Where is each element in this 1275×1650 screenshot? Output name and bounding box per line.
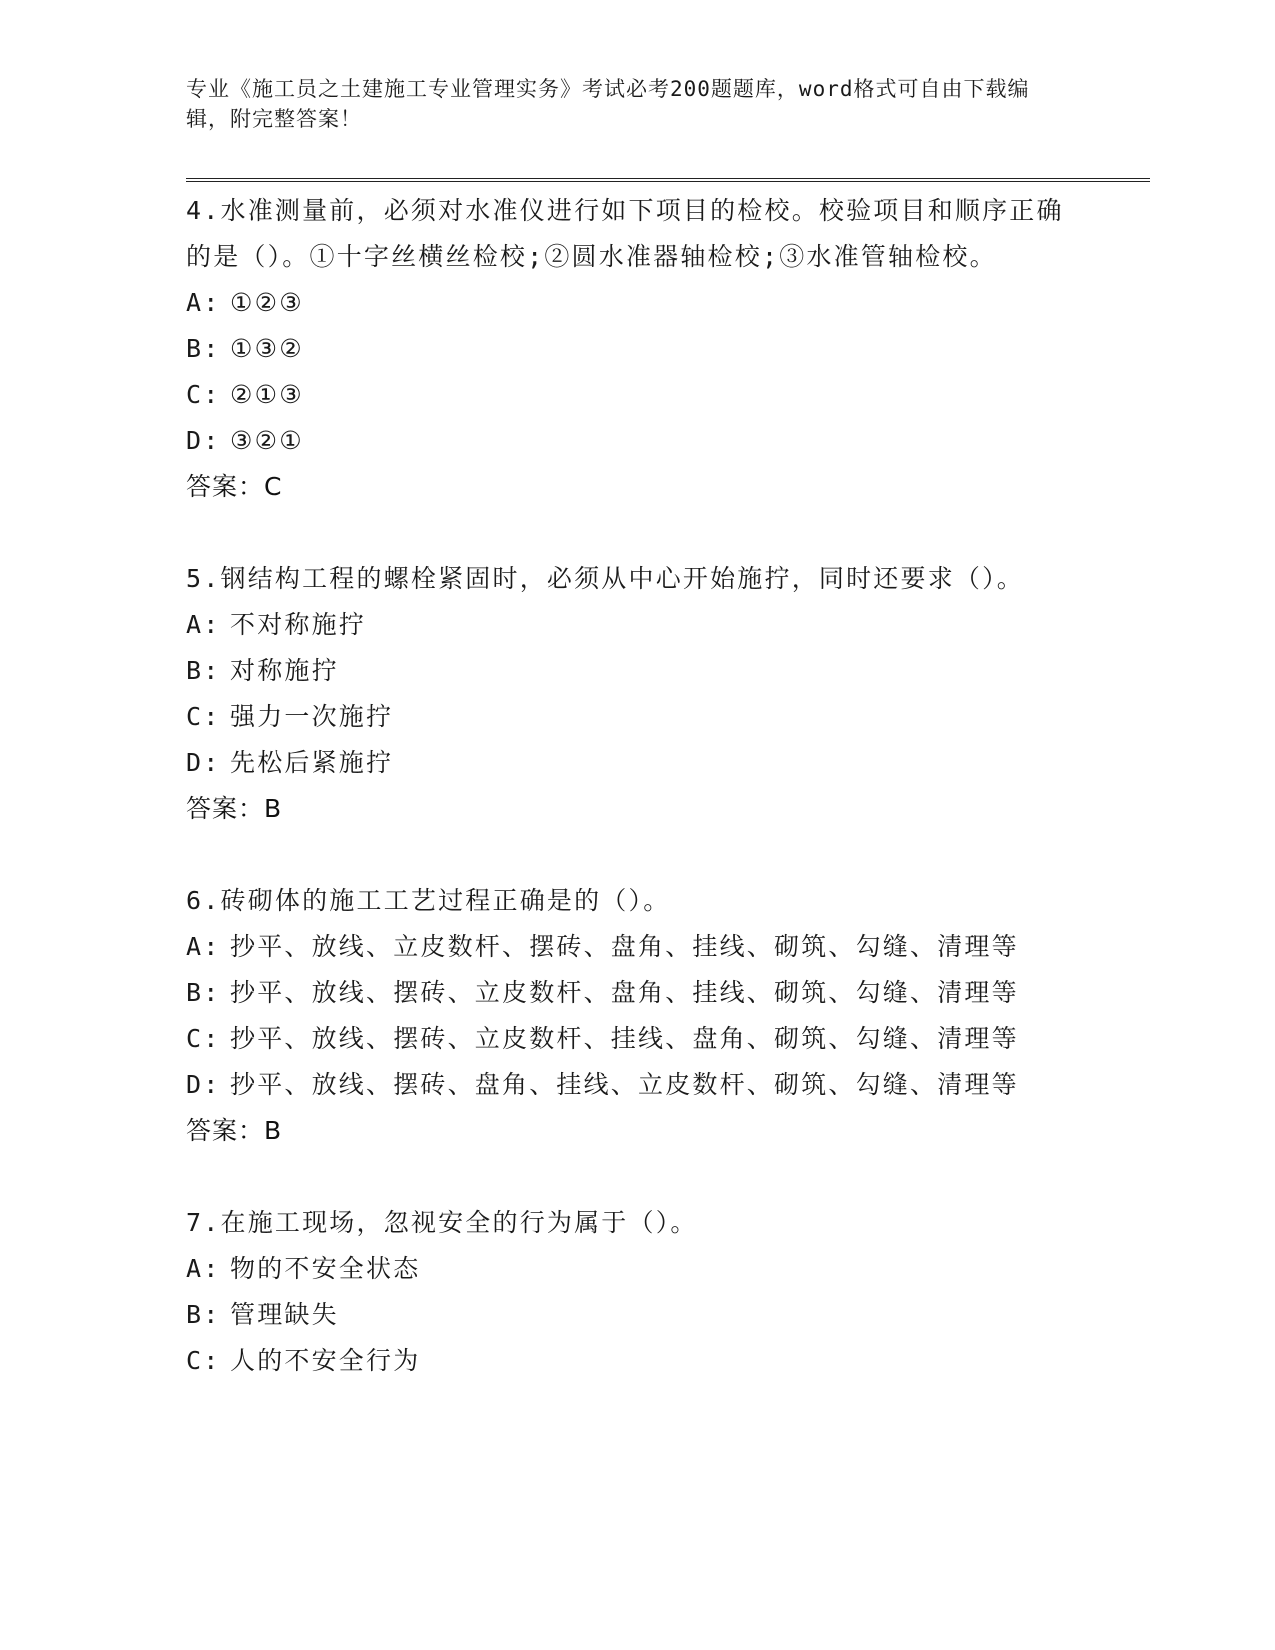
option-b xyxy=(186,326,1086,372)
option-text: 人的不安全行为 xyxy=(230,1346,421,1375)
question-7 xyxy=(186,1200,1086,1384)
option-label: D: xyxy=(186,426,221,455)
option-b xyxy=(186,1292,1086,1338)
option-d xyxy=(186,1062,1086,1108)
option-label: C: xyxy=(186,702,221,731)
option-a xyxy=(186,1246,1086,1292)
option-c xyxy=(186,694,1086,740)
option-a xyxy=(186,280,1086,326)
question-5 xyxy=(186,556,1086,832)
option-label: B: xyxy=(186,978,221,1007)
option-text: ②①③ xyxy=(230,380,304,409)
option-d xyxy=(186,740,1086,786)
option-label: A: xyxy=(186,932,221,961)
option-text: ①③② xyxy=(230,334,304,363)
question-stem: 5.钢结构工程的螺栓紧固时，必须从中心开始施拧，同时还要求（）。 xyxy=(186,564,1025,593)
option-label: D: xyxy=(186,748,221,777)
option-a xyxy=(186,602,1086,648)
header-divider xyxy=(186,178,1150,182)
option-label: C: xyxy=(186,380,221,409)
option-d xyxy=(186,418,1086,464)
option-text: 抄平、放线、摆砖、盘角、挂线、立皮数杆、砌筑、勾缝、清理等 xyxy=(230,1070,1019,1099)
option-text: 抄平、放线、立皮数杆、摆砖、盘角、挂线、砌筑、勾缝、清理等 xyxy=(230,932,1019,961)
question-stem: 4.水准测量前，必须对水准仪进行如下项目的检校。校验项目和顺序正确的是（）。①十字丝横丝检校;②圆水准器轴检校;③水准管轴检校。 xyxy=(186,196,1064,271)
option-text: 强力一次施拧 xyxy=(230,702,394,731)
answer-line: 答案：B xyxy=(186,1116,283,1145)
option-text: 先松后紧施拧 xyxy=(230,748,394,777)
option-b xyxy=(186,648,1086,694)
option-text: 对称施拧 xyxy=(230,656,339,685)
option-label: B: xyxy=(186,1300,221,1329)
option-label: C: xyxy=(186,1024,221,1053)
answer-line: 答案：C xyxy=(186,472,283,501)
option-label: A: xyxy=(186,288,221,317)
question-stem: 7.在施工现场，忽视安全的行为属于（）。 xyxy=(186,1208,698,1237)
question-list xyxy=(186,188,1086,1430)
option-text: 管理缺失 xyxy=(230,1300,339,1329)
option-label: A: xyxy=(186,1254,221,1283)
question-4 xyxy=(186,188,1086,510)
question-6 xyxy=(186,878,1086,1154)
option-c xyxy=(186,1338,1086,1384)
option-label: A: xyxy=(186,610,221,639)
option-b xyxy=(186,970,1086,1016)
option-c xyxy=(186,1016,1086,1062)
option-text: 抄平、放线、摆砖、立皮数杆、盘角、挂线、砌筑、勾缝、清理等 xyxy=(230,978,1019,1007)
option-a xyxy=(186,924,1086,970)
option-c xyxy=(186,372,1086,418)
option-label: B: xyxy=(186,656,221,685)
option-label: D: xyxy=(186,1070,221,1099)
question-stem: 6.砖砌体的施工工艺过程正确是的（）。 xyxy=(186,886,671,915)
option-text: 抄平、放线、摆砖、立皮数杆、挂线、盘角、砌筑、勾缝、清理等 xyxy=(230,1024,1019,1053)
option-text: 物的不安全状态 xyxy=(230,1254,421,1283)
option-label: C: xyxy=(186,1346,221,1375)
option-text: 不对称施拧 xyxy=(230,610,367,639)
option-text: ③②① xyxy=(230,426,304,455)
option-text: ①②③ xyxy=(230,288,304,317)
document-header: 专业《施工员之土建施工专业管理实务》考试必考200题题库，word格式可自由下载编辑，附完整答案！ xyxy=(186,77,1030,131)
answer-line: 答案：B xyxy=(186,794,283,823)
option-label: B: xyxy=(186,334,221,363)
